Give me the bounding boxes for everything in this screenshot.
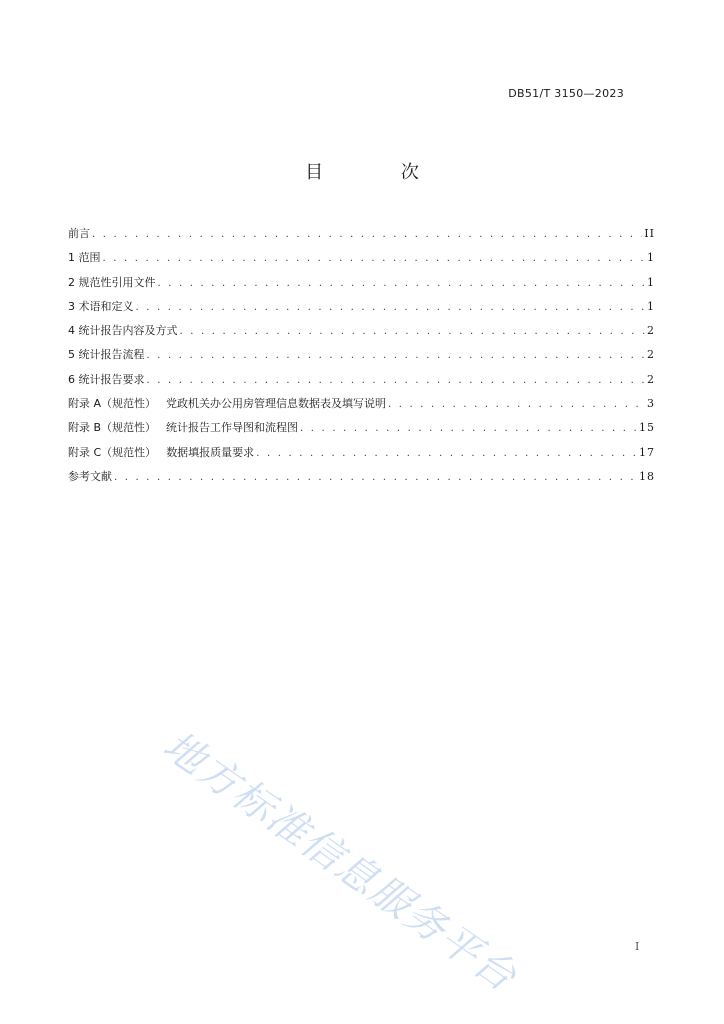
toc-entry-normative-references[interactable] <box>68 274 655 298</box>
toc-entry-appendix-a[interactable] <box>68 395 655 419</box>
document-code: DB51/T 3150—2023 <box>508 87 624 100</box>
toc-entry-page: II <box>644 227 655 240</box>
toc-entry-label: 2 规范性引用文件 <box>68 275 156 289</box>
toc-entry-label: 前言 <box>68 227 90 240</box>
watermark: 地方标准信息服务平台 <box>154 722 526 1002</box>
toc-leader-dots <box>388 399 645 410</box>
toc-leader-dots <box>136 302 646 313</box>
toc-entry-page: 1 <box>647 299 655 313</box>
appendix-title: 统计报告工作导图和流程图 <box>166 421 299 435</box>
toc-leader-dots <box>92 229 642 240</box>
toc-entry-label <box>68 444 254 460</box>
toc-entry-page: 18 <box>639 469 655 483</box>
toc-entry-requirements[interactable] <box>68 371 655 395</box>
toc-entry-label: 1 范围 <box>68 251 101 265</box>
toc-entry-page: 15 <box>639 421 655 435</box>
toc-entry-label: 6 统计报告要求 <box>68 372 145 386</box>
toc-entry-page: 3 <box>647 397 655 411</box>
appendix-title: 数据填报质量要求 <box>166 445 255 459</box>
appendix-label: 附录 C（规范性） <box>68 445 157 459</box>
appendix-title: 党政机关办公用房管理信息数据表及填写说明 <box>166 397 387 411</box>
toc-entry-page: 2 <box>647 348 655 362</box>
toc-leader-dots <box>114 472 637 483</box>
page-number: I <box>635 940 640 953</box>
toc-leader-dots <box>180 326 646 337</box>
toc-entry-label: 3 术语和定义 <box>68 299 134 313</box>
toc-entry-label: 4 统计报告内容及方式 <box>68 324 178 338</box>
toc-entry-label: 参考文献 <box>68 469 112 483</box>
toc-entry-page: 1 <box>647 251 655 265</box>
toc-leader-dots <box>147 375 646 386</box>
toc-entry-label: 5 统计报告流程 <box>68 348 145 362</box>
toc-entry-foreword[interactable] <box>68 225 655 249</box>
toc-entry-scope[interactable] <box>68 249 655 273</box>
toc-entry-appendix-c[interactable] <box>68 444 655 468</box>
toc-entry-page: 17 <box>639 445 655 459</box>
toc-entry-page: 2 <box>647 324 655 338</box>
appendix-label: 附录 A（规范性） <box>68 397 157 411</box>
appendix-label: 附录 B（规范性） <box>68 421 157 435</box>
toc-leader-dots <box>256 448 637 459</box>
toc-leader-dots <box>147 350 646 361</box>
toc-entry-label <box>68 419 298 435</box>
toc-entry-appendix-b[interactable] <box>68 419 655 443</box>
toc-entry-page: 2 <box>647 372 655 386</box>
page-title: 目 次 <box>305 162 455 183</box>
toc-entry-bibliography[interactable] <box>68 468 655 492</box>
toc-entry-page: 1 <box>647 275 655 289</box>
table-of-contents <box>68 225 655 492</box>
toc-entry-terms[interactable] <box>68 298 655 322</box>
toc-leader-dots <box>300 423 637 434</box>
toc-entry-content-methods[interactable] <box>68 322 655 346</box>
toc-leader-dots <box>158 278 646 289</box>
toc-entry-process[interactable] <box>68 346 655 370</box>
toc-entry-label <box>68 395 386 411</box>
toc-leader-dots <box>103 253 646 264</box>
